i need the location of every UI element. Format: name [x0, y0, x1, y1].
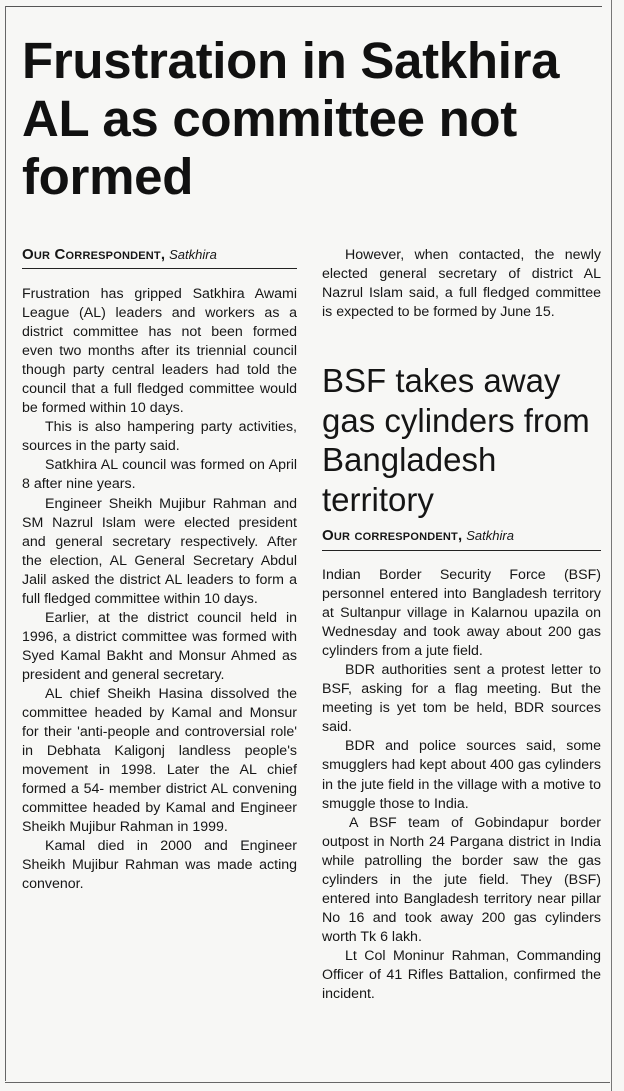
frame-left-rule [5, 6, 6, 1081]
article-column-3 [322, 566, 601, 1004]
paragraph: This is also hampering party activities, sources in the party said. [22, 419, 297, 455]
article-headline: BSF takes away gas cylinders from Bangladesh territory [322, 362, 590, 518]
byline [322, 525, 514, 546]
frame-right-rule [611, 0, 612, 1091]
paragraph: A BSF team of Gobindapur border outpost in North 24 Pargana district in India while patrolling the border saw the gas cylinders in the jute field. They (BSF) entered into Bangladesh territory near pillar No 16 and took away 200 gas cylinders worth Tk 6 lakh. [322, 814, 601, 945]
paragraph: Lt Col Moninur Rahman, Commanding Officer of 41 Rifles Battalion, confirmed the incident. [322, 947, 601, 1003]
paragraph: Indian Border Security Force (BSF) personnel entered into Bangladesh territory at Sultanpur village in Kalarnou upazila on Wednesday and took away about 200 gas cylinders from a jute field. [322, 567, 601, 660]
article-headline: Frustration in Satkhira AL as committee not formed [22, 32, 560, 205]
byline-place: Satkhira [466, 528, 514, 543]
byline-name: Our correspondent, [322, 527, 463, 544]
paragraph: Kamal died in 2000 and Engineer Sheikh Mujibur Rahman was made acting convenor. [22, 838, 297, 893]
paragraph: AL chief Sheikh Hasina dissolved the committee headed by Kamal and Monsur for their 'anti-people and controversial role' in Debhata Kaligonj landless people's movement in 1998. Later the AL chief formed a 54- member district AL convening committee headed by Kamal and Engineer Sheikh Mujibur Rahman in 1999. [22, 685, 297, 836]
byline-rule [22, 268, 297, 269]
article-column-1 [22, 285, 297, 895]
frame-top-rule [6, 6, 602, 7]
byline-name: Our Correspondent, [22, 246, 166, 263]
paragraph: BDR and police sources said, some smugglers had kept about 400 gas cylinders in the jute field in the village with a motive to smuggle those to India. [322, 738, 601, 812]
byline-place: Satkhira [169, 247, 217, 262]
paragraph: Earlier, at the district council held in 1996, a district committee was formed with Syed Kamal Bakht and Monsur Ahmed as president and general secretary. [22, 609, 297, 683]
byline [22, 244, 217, 265]
paragraph: Frustration has gripped Satkhira Awami League (AL) leaders and workers as a district committee has not been formed even two months after its triennial council though party central leaders had told the council that a full fledged committee would be formed within 10 days. [22, 286, 297, 417]
frame-bottom-rule [5, 1082, 610, 1083]
paragraph: Engineer Sheikh Mujibur Rahman and SM Nazrul Islam were elected president and general secretary respectively. After the election, AL General Secretary Abdul Jalil asked the district AL leaders to form a full fledged committee within 10 days. [22, 495, 297, 607]
paragraph: Satkhira AL council was formed on April 8 after nine years. [22, 457, 297, 493]
paragraph: BDR authorities sent a protest letter to BSF, asking for a flag meeting. But the meeting is yet tom be held, BDR sources said. [322, 662, 601, 736]
article-column-2 [322, 246, 601, 322]
paragraph: However, when contacted, the newly elected general secretary of district AL Nazrul Islam said, a full fledged committee is expected to be formed by June 15. [322, 247, 601, 321]
byline-rule [322, 550, 601, 551]
